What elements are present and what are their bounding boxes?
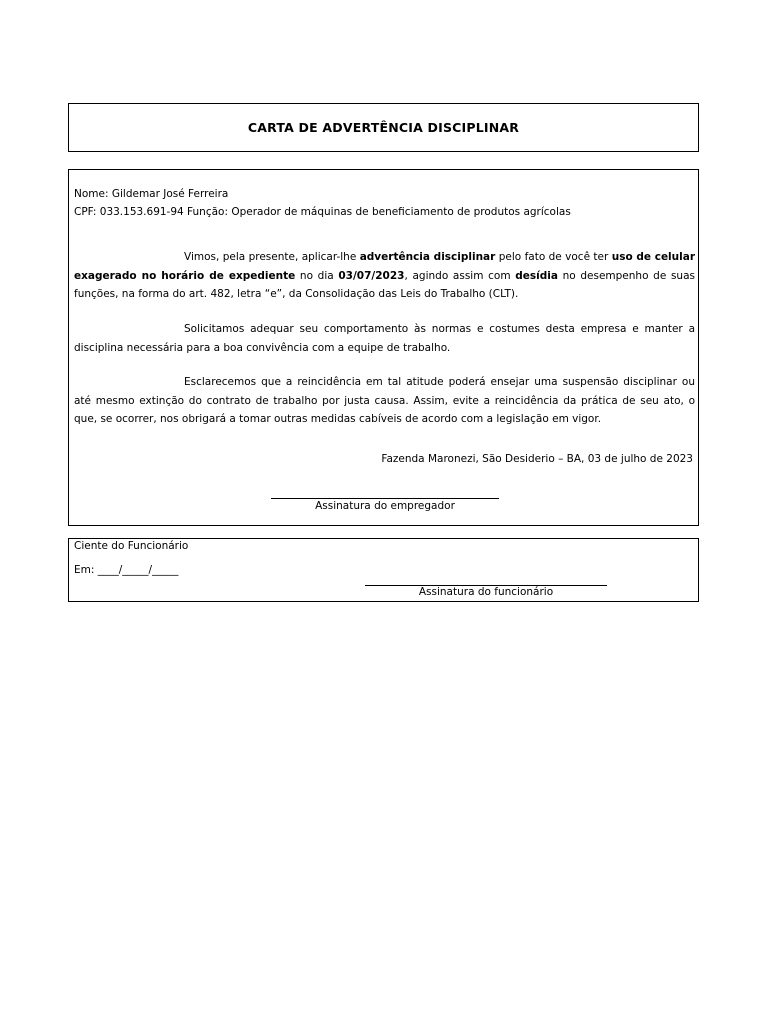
- warning-type: advertência disciplinar: [359, 251, 496, 263]
- paragraph-warning-text-4: , agindo assim com: [404, 269, 516, 282]
- title-box: [68, 103, 699, 152]
- place-and-date: Fazenda Maronezi, São Desiderio – BA, 03 de julho de 2023: [381, 453, 693, 465]
- document-title: CARTA DE ADVERTÊNCIA DISCIPLINAR: [247, 120, 520, 135]
- employee-cpf-function: CPF: 033.153.691-94 Função: Operador de máquinas de beneficiamento de produtos agrícolas: [74, 206, 571, 218]
- acknowledgement-date-field: Em: ____/_____/_____: [74, 564, 179, 576]
- employee-name: Nome: Gildemar José Ferreira: [74, 188, 229, 200]
- paragraph-warning: [74, 248, 695, 304]
- employer-signature-label: Assinatura do empregador: [315, 500, 455, 512]
- paragraph-warning-text-5: no desempenho de suas funções, na forma do art. 482, letra “e”, da Consolidação das Leis do Trabalho (CLT).: [74, 269, 695, 300]
- employer-signature-line: [271, 498, 499, 499]
- paragraph-warning-text-3: no dia: [295, 269, 339, 282]
- warning-date: 03/07/2023: [338, 269, 405, 282]
- employee-signature-label: Assinatura do funcionário: [418, 586, 554, 598]
- acknowledgement-label: Ciente do Funcionário: [74, 540, 189, 552]
- letter-body-box: [68, 169, 699, 526]
- acknowledgement-box: [68, 538, 699, 602]
- warning-fault: desídia: [515, 269, 558, 282]
- paragraph-clarification: Esclarecemos que a reincidência em tal atitude poderá ensejar uma suspensão disciplinar ou até mesmo extinção do contrato de trabalho por justa causa. Assim, evite a reincidência da prática de seu ato, o que, se ocorrer, nos obrigará a tomar outras medidas cabíveis de acordo com a legislação em vigor.: [74, 376, 695, 425]
- warning-reason: uso de celular exagerado no horário de expediente: [74, 251, 695, 282]
- paragraph-request: Solicitamos adequar seu comportamento às normas e costumes desta empresa e manter a disciplina necessária para a boa convivência com a equipe de trabalho.: [74, 323, 695, 354]
- paragraph-warning-text-2: pelo fato de você ter: [495, 251, 612, 263]
- paragraph-warning-text-1: Vimos, pela presente, aplicar-lhe: [184, 251, 360, 263]
